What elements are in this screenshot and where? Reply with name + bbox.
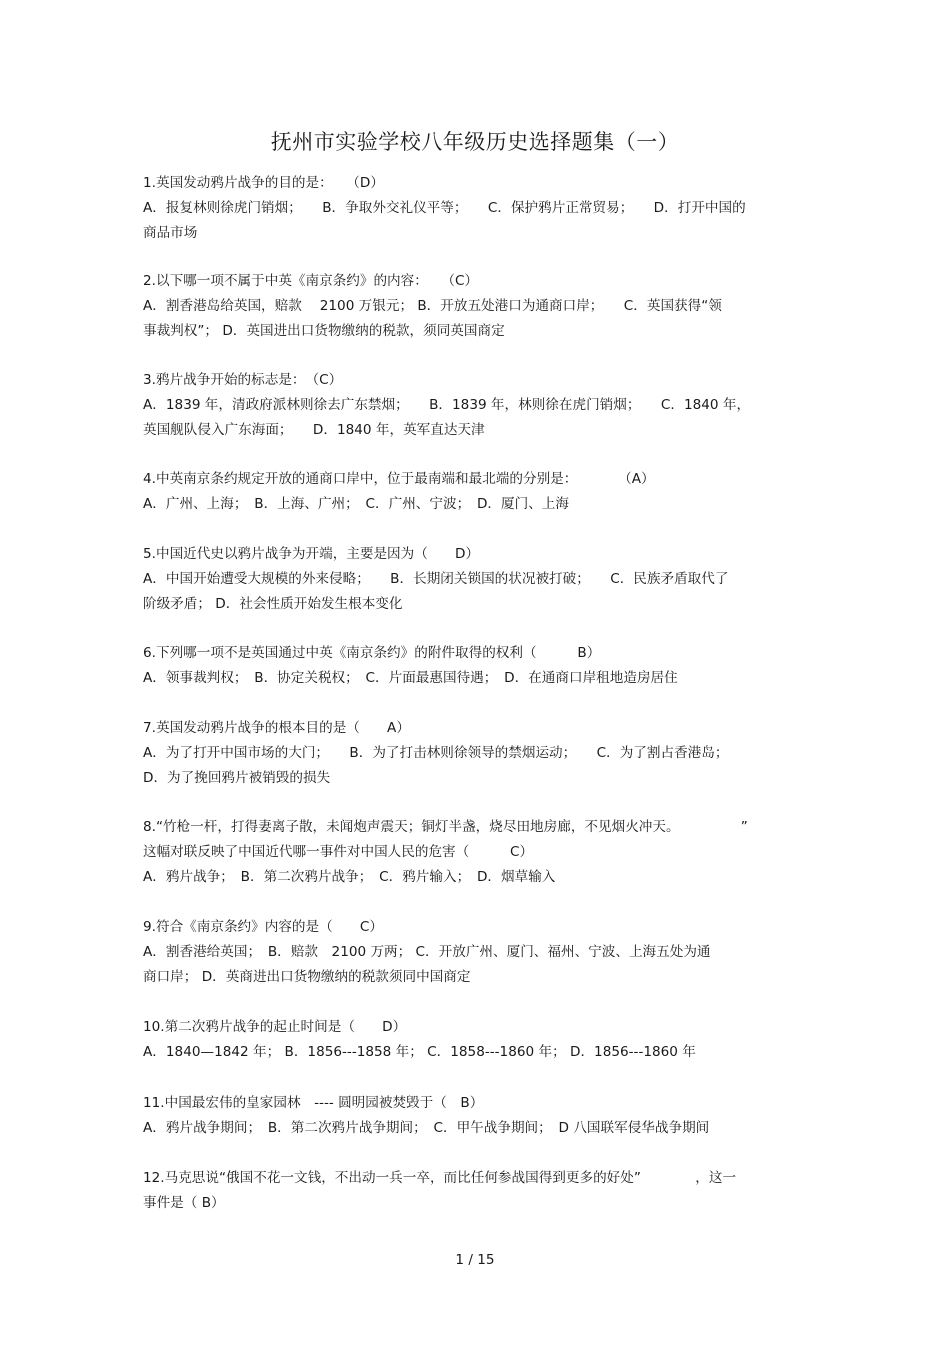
question-line: 事件是（ B）: [143, 1195, 225, 1211]
question-line: A．割香港给英国； B．赔款 2100 万两； C．开放广州、厦门、福州、宁波、上海五处为通: [143, 944, 711, 960]
question-line: 商口岸； D．英商进出口货物缴纳的税款须同中国商定: [143, 969, 471, 985]
question-line: 4.中英南京条约规定开放的通商口岸中，位于最南端和最北端的分别是： （A）: [143, 471, 655, 487]
question-8: [143, 815, 808, 890]
question-2: [143, 269, 808, 344]
page-title: 抚州市实验学校八年级历史选择题集（一）: [270, 130, 680, 154]
question-line: 8.“竹枪一杆，打得妻离子散，未闻炮声震天；铜灯半盏，烧尽田地房廊，不见烟火冲天。 ”: [143, 819, 748, 835]
question-line: A．广州、上海； B．上海、广州； C．广州、宁波； D．厦门、上海: [143, 496, 569, 512]
question-line: A．鸦片战争； B．第二次鸦片战争； C．鸦片输入； D．烟草输入: [143, 869, 556, 885]
question-line: 9.符合《南京条约》内容的是（ C）: [143, 919, 383, 935]
question-line: 12.马克思说“俄国不花一文钱，不出动一兵一卒，而比任何参战国得到更多的好处” ，这一: [143, 1170, 737, 1186]
question-4: [143, 467, 808, 517]
question-10: [143, 1015, 808, 1065]
question-9: [143, 915, 808, 990]
question-line: 2.以下哪一项不属于中英《南京条约》的内容： （C）: [143, 273, 479, 289]
question-line: 这幅对联反映了中国近代哪一事件对中国人民的危害（ C）: [143, 844, 534, 860]
question-line: A．1840—1842 年； B．1856---1858 年； C．1858---1860 年； D．1856---1860 年: [143, 1044, 696, 1060]
question-12: [143, 1166, 808, 1216]
question-line: 6.下列哪一项不是英国通过中英《南京条约》的附件取得的权利（ B）: [143, 645, 601, 661]
question-line: 11.中国最宏伟的皇家园林 ---- 圆明园被焚毁于（ B）: [143, 1095, 484, 1111]
question-line: A．报复林则徐虎门销烟； B．争取外交礼仪平等； C．保护鸦片正常贸易； D．打开中国的: [143, 200, 746, 216]
question-line: A．1839 年，清政府派林则徐去广东禁烟； B．1839 年，林则徐在虎门销烟； C．1840 年，: [143, 397, 751, 413]
question-line: 1.英国发动鸦片战争的目的是： （D）: [143, 175, 384, 191]
question-line: 阶级矛盾； D．社会性质开始发生根本变化: [143, 596, 403, 612]
question-line: A．为了打开中国市场的大门； B．为了打击林则徐领导的禁烟运动； C．为了割占香港岛；: [143, 745, 729, 761]
page-number: 1 / 15: [455, 1252, 495, 1268]
question-11: [143, 1091, 808, 1141]
question-line: A．割香港岛给英国，赔款 2100 万银元； B．开放五处港口为通商口岸； C．英国获得“领: [143, 298, 722, 314]
question-line: A．鸦片战争期间； B．第二次鸦片战争期间； C．甲午战争期间； D 八国联军侵华战争期间: [143, 1120, 710, 1136]
question-line: 商品市场: [143, 225, 198, 241]
question-3: [143, 368, 808, 443]
question-6: [143, 641, 808, 691]
question-line: D．为了挽回鸦片被销毁的损失: [143, 770, 331, 786]
question-line: 7.英国发动鸦片战争的根本目的是（ A）: [143, 720, 410, 736]
question-1: [143, 171, 808, 246]
question-line: 10.第二次鸦片战争的起止时间是（ D）: [143, 1019, 407, 1035]
question-7: [143, 716, 808, 791]
question-line: 5.中国近代史以鸦片战争为开端，主要是因为（ D）: [143, 546, 480, 562]
question-line: 事裁判权”； D．英国进出口货物缴纳的税款，须同英国商定: [143, 323, 505, 339]
question-line: A．中国开始遭受大规模的外来侵略； B．长期闭关锁国的状况被打破； C．民族矛盾取代了: [143, 571, 729, 587]
question-line: 英国舰队侵入广东海面； D．1840 年，英军直达天津: [143, 422, 485, 438]
question-5: [143, 542, 808, 617]
question-line: A．领事裁判权； B．协定关税权； C．片面最惠国待遇； D．在通商口岸租地造房居住: [143, 670, 678, 686]
question-line: 3.鸦片战争开始的标志是： （C）: [143, 372, 343, 388]
